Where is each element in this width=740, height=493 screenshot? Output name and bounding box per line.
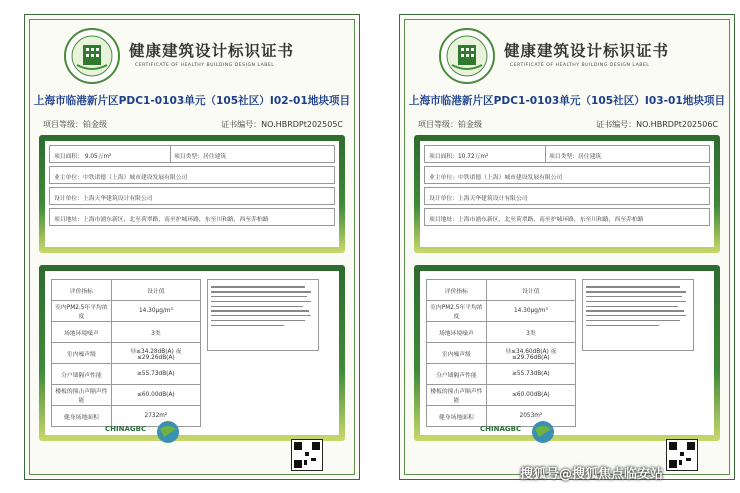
healthy-building-logo-icon xyxy=(63,27,121,85)
chinagbc-logo: CHINAGBC xyxy=(105,425,147,433)
table-row: 健身场地面积 2732m² xyxy=(52,406,201,427)
indicators-table xyxy=(51,279,201,427)
globe-icon xyxy=(530,419,556,445)
certificate-title: 健康建筑设计标识证书 xyxy=(504,42,670,60)
table-row: 室内PM2.5年平均浓度 14.30μg/m³ xyxy=(52,301,201,322)
table-row: 评价指标 设计值 xyxy=(52,280,201,301)
globe-icon xyxy=(155,419,181,445)
table-row: 健身场地面积 2053m² xyxy=(427,406,576,427)
certificate-title-en: CERTIFICATE OF HEALTHY BUILDING DESIGN LABEL xyxy=(510,63,650,68)
table-row: 分户墙隔声性能 ≥55.73dB(A) xyxy=(427,364,576,385)
table-row: 室内PM2.5年平均浓度 14.30μg/m³ xyxy=(427,301,576,322)
table-row: 评价指标 设计值 xyxy=(427,280,576,301)
qr-code-icon xyxy=(666,439,698,471)
certificate-left xyxy=(24,14,360,480)
info-row-designer xyxy=(424,187,710,205)
info-row-area xyxy=(49,145,335,163)
certificate-title: 健康建筑设计标识证书 xyxy=(129,42,295,60)
project-designer: 设计单位：上海天华建筑设计有限公司 xyxy=(54,196,153,202)
project-name: 上海市临港新片区PDC1-0103单元（105社区）I03-01地块项目 xyxy=(408,95,726,107)
project-area: 项目面积： 9.05万m² xyxy=(54,154,112,160)
project-meta xyxy=(418,119,718,131)
info-row-address xyxy=(49,208,335,226)
indicators-panel xyxy=(39,265,345,441)
table-row: 室内噪声级 昼≤34.60dB(A) 夜≤29.76dB(A) xyxy=(427,343,576,364)
table-row: 楼板的撞击声隔声性能 ≤60.00dB(A) xyxy=(427,385,576,406)
watermark: 搜狐号@搜狐焦点临安站 xyxy=(520,467,664,482)
project-owner: 业主单位：中铁诺德（上海）城市建设发展有限公司 xyxy=(429,175,563,181)
certificate-title-en: CERTIFICATE OF HEALTHY BUILDING DESIGN LABEL xyxy=(135,63,275,68)
healthy-building-logo-icon xyxy=(438,27,496,85)
certificate-right xyxy=(399,14,735,480)
table-row: 楼板的撞击声隔声性能 ≤60.00dB(A) xyxy=(52,385,201,406)
certificate-number: 证书编号：NO.HBRDPt202506C xyxy=(596,120,718,129)
info-row-address xyxy=(424,208,710,226)
project-type: 项目类型：居住建筑 xyxy=(549,154,602,160)
chinagbc-logo: CHINAGBC xyxy=(480,425,522,433)
notes-box xyxy=(207,279,319,351)
project-address: 项目地址：上海市浦东新区，北至荷翠路，南至护城环路，东至川和路，西至乔柏路 xyxy=(429,217,644,223)
project-address: 项目地址：上海市浦东新区，北至荷翠路，南至护城环路，东至川和路，西至乔柏路 xyxy=(54,217,269,223)
table-row: 分户墙隔声性能 ≥55.73dB(A) xyxy=(52,364,201,385)
table-row: 室内噪声级 昼≤34.28dB(A) 夜≤29.26dB(A) xyxy=(52,343,201,364)
project-name: 上海市临港新片区PDC1-0103单元（105社区）I02-01地块项目 xyxy=(33,95,351,107)
info-row-area xyxy=(424,145,710,163)
info-row-owner xyxy=(424,166,710,184)
info-row-owner xyxy=(49,166,335,184)
project-grade: 项目等级：铂金级 xyxy=(418,120,482,129)
table-row: 场地环境噪声 3类 xyxy=(427,322,576,343)
project-info-panel xyxy=(414,135,720,253)
indicators-panel xyxy=(414,265,720,441)
project-info-panel xyxy=(39,135,345,253)
certificate-number: 证书编号：NO.HBRDPt202505C xyxy=(221,120,343,129)
qr-code-icon xyxy=(291,439,323,471)
table-row: 场地环境噪声 3类 xyxy=(52,322,201,343)
notes-box xyxy=(582,279,694,351)
project-area: 项目面积：10.72万m² xyxy=(429,154,489,160)
project-meta xyxy=(43,119,343,131)
project-type: 项目类型：居住建筑 xyxy=(174,154,227,160)
indicators-table xyxy=(426,279,576,427)
project-owner: 业主单位：中铁诺德（上海）城市建设发展有限公司 xyxy=(54,175,188,181)
project-designer: 设计单位：上海天华建筑设计有限公司 xyxy=(429,196,528,202)
project-grade: 项目等级：铂金级 xyxy=(43,120,107,129)
info-row-designer xyxy=(49,187,335,205)
